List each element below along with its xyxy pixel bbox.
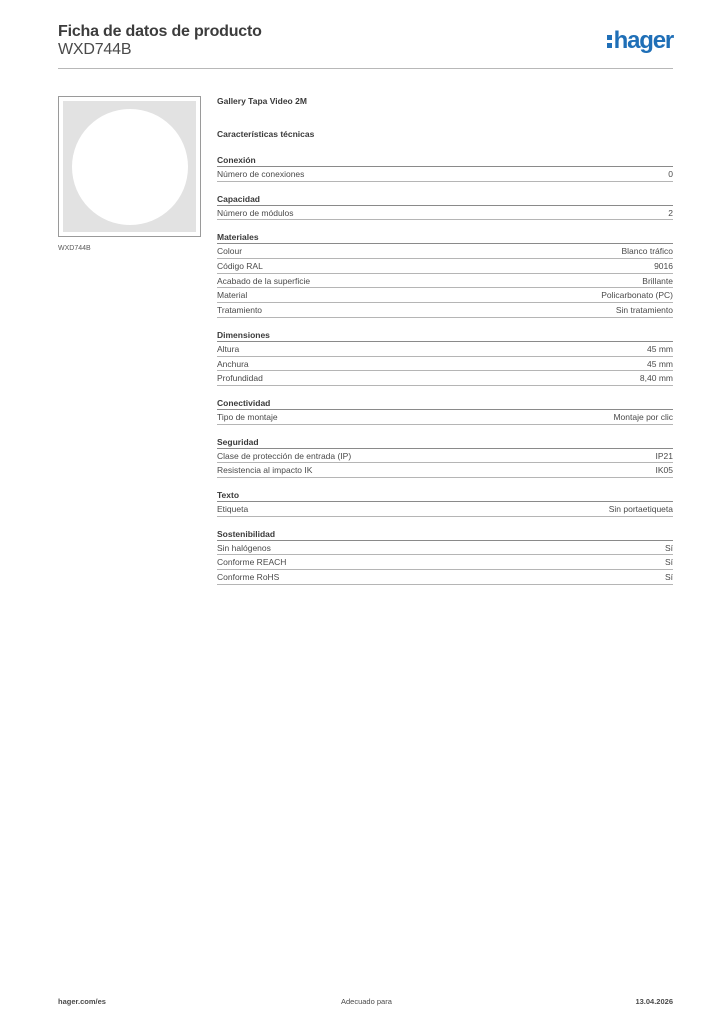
spec-value: 8,40 mm [639,373,673,384]
spec-row [217,303,673,318]
document-title: Ficha de datos de producto [58,23,262,40]
logo-colon-mark [607,30,612,50]
spec-value: Blanco tráfico [621,246,673,257]
spec-label: Tipo de montaje [217,411,278,422]
section-title: Texto [217,490,673,502]
image-caption: WXD744B [58,245,91,252]
spec-value: Montaje por clic [613,411,673,422]
spec-value: 9016 [654,261,673,272]
technical-characteristics-title: Características técnicas [217,129,315,139]
section-sostenibilidad [217,529,673,585]
section-dimensiones [217,330,673,386]
spec-label: Código RAL [217,261,263,272]
product-reference: WXD744B [58,41,132,58]
spec-label: Resistencia al impacto IK [217,465,313,476]
spec-row [217,259,673,274]
section-title: Capacidad [217,194,673,206]
spec-row [217,206,673,221]
spec-label: Material [217,290,248,301]
footer-website: hager.com/es [58,997,106,1006]
spec-value: Policarbonato (PC) [601,290,673,301]
section-title: Dimensiones [217,330,673,342]
section-seguridad [217,437,673,478]
section-title: Seguridad [217,437,673,449]
spec-value: Sí [664,542,673,553]
spec-value: Sí [664,557,673,568]
spec-label: Sin halógenos [217,542,271,553]
spec-label: Colour [217,246,243,257]
spec-value: 2 [668,207,673,218]
spec-label: Tratamiento [217,305,263,316]
section-capacidad [217,194,673,221]
spec-row [217,342,673,357]
spec-row [217,449,673,464]
spec-row [217,463,673,478]
section-conexion [217,155,673,182]
spec-label: Acabado de la superficie [217,275,311,286]
spec-value: Sí [664,572,673,582]
section-title: Conexión [217,155,673,167]
spec-label: Conforme REACH [217,557,287,568]
footer-suitable-for: Adecuado para [341,997,392,1006]
product-image [58,96,201,237]
spec-value: Sin portaetiqueta [608,503,673,514]
spec-label: Altura [217,343,240,354]
logo-text: hager [613,27,673,54]
spec-row [217,274,673,289]
spec-value: IK05 [655,465,673,476]
cover-plate-opening [72,109,188,225]
spec-value: IP21 [655,450,673,461]
spec-row [217,410,673,425]
spec-label: Profundidad [217,373,263,384]
spec-label: Número de conexiones [217,169,305,179]
spec-row [217,288,673,303]
spec-row [217,371,673,386]
spec-label: Clase de protección de entrada (IP) [217,450,352,461]
spec-value: 0 [668,169,673,179]
spec-value: Sin tratamiento [615,305,673,316]
section-texto [217,490,673,517]
footer-date: 13.04.2026 [635,997,673,1006]
section-title: Sostenibilidad [217,529,673,541]
spec-label: Conforme RoHS [217,572,280,582]
page-header [58,20,673,69]
section-materiales [217,232,673,317]
spec-row [217,502,673,517]
specifications [217,96,673,585]
spec-label: Etiqueta [217,503,249,514]
spec-value: 45 mm [647,343,673,354]
spec-label: Anchura [217,358,249,369]
spec-row [217,541,673,556]
hager-logo [607,27,673,55]
spec-value: Brillante [642,275,673,286]
spec-row [217,555,673,570]
cover-plate [63,101,196,232]
spec-row [217,570,673,585]
spec-row [217,167,673,182]
spec-row [217,244,673,259]
spec-value: 45 mm [647,358,673,369]
section-title: Materiales [217,232,673,244]
product-name: Gallery Tapa Video 2M [217,96,307,106]
spec-row [217,357,673,372]
spec-label: Número de módulos [217,207,294,218]
section-conectividad [217,398,673,425]
section-title: Conectividad [217,398,673,410]
